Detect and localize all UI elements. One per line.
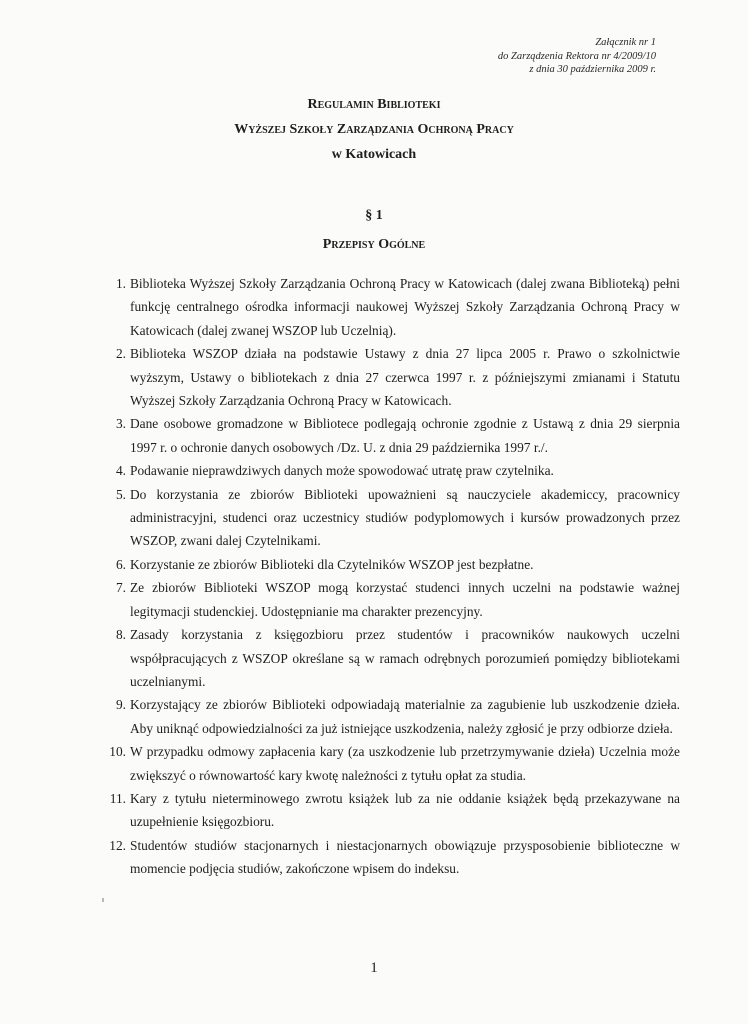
title-line: w Katowicach (331, 147, 417, 162)
item-number: 3. (115, 416, 126, 432)
attachment-note-line: Załącznik nr 1 (595, 37, 656, 48)
list-item (106, 342, 680, 412)
item-number: 5. (115, 486, 126, 502)
list-item (106, 740, 680, 787)
list-item (106, 459, 680, 482)
item-number: 1. (115, 276, 126, 291)
item-number: 10. (109, 744, 126, 760)
item-number: 9. (115, 697, 126, 713)
title-line: Regulamin Biblioteki (307, 97, 441, 112)
item-number: 11. (109, 790, 126, 806)
item-text: Biblioteka Wyższej Szkoły Zarządzania Ochroną Pracy w Katowicach (dalej zwana Biblioteką) pełni funkcję centralnego ośrodka informacji naukowej Wyższej Szkoły Zarządzania Ochroną Pracy w Katowicach (dalej zwanej WSZOP lub Uczelnią). (130, 276, 680, 338)
list-item (106, 576, 680, 623)
rules-list (106, 272, 680, 881)
item-text: Do korzystania ze zbiorów Biblioteki upoważnieni są nauczyciele akademiccy, pracownicy administracyjni, studenci oraz uczestnicy studiów podyplomowych i kursów prowadzonych przez WSZOP, zwani dalej Czytelnikami. (130, 486, 680, 549)
item-number: 4. (115, 463, 126, 479)
list-item (106, 623, 680, 693)
page-number: 1 (370, 960, 378, 976)
list-item (106, 272, 680, 342)
item-text: Kary z tytułu nieterminowego zwrotu książek lub za nie oddanie książek będą przekazywane na uzupełnienie księgozbioru. (130, 790, 680, 830)
item-number: 2. (115, 346, 126, 362)
list-item (106, 553, 680, 576)
item-number: 12. (109, 837, 126, 853)
section-heading: Przepisy Ogólne (322, 237, 426, 252)
section-header (0, 206, 748, 254)
list-item (106, 834, 680, 881)
section-number: § 1 (365, 208, 383, 223)
scan-speck (102, 898, 104, 902)
list-item (106, 693, 680, 740)
document-title (0, 92, 748, 167)
item-text: Zasady korzystania z księgozbioru przez studentów i pracowników naukowych uczelni współpracujących z WSZOP określane są w ramach odrębnych porozumień pomiędzy bibliotekami uczelnianymi. (130, 627, 680, 689)
item-text: Korzystanie ze zbiorów Biblioteki dla Czytelników WSZOP jest bezpłatne. (130, 556, 534, 572)
item-text: Studentów studiów stacjonarnych i niestacjonarnych obowiązuje przysposobienie biblioteczne w momencie podjęcia studiów, zakończone wpisem do indeksu. (130, 837, 680, 877)
title-line: Wyższej Szkoły Zarządzania Ochroną Pracy (234, 122, 514, 137)
item-number: 8. (115, 627, 126, 643)
item-number: 7. (115, 580, 126, 596)
item-text: Ze zbiorów Biblioteki WSZOP mogą korzystać studenci innych uczelni na podstawie ważnej legitymacji studenckiej. Udostępnianie ma charakter prezencyjny. (130, 580, 680, 619)
item-text: W przypadku odmowy zapłacenia kary (za uszkodzenie lub przetrzymywanie dzieła) Uczelnia może zwiększyć o równowartość kary kwotę należności z tytułu opłat za studia. (130, 744, 680, 783)
item-number: 6. (115, 556, 126, 572)
item-text: Biblioteka WSZOP działa na podstawie Ustawy z dnia 27 lipca 2005 r. Prawo o szkolnictwie wyższym, Ustawy o bibliotekach z dnia 27 czerwca 1997 r. z późniejszymi zmianami i Statutu Wyższej Szkoły Zarządzania Ochroną Pracy w Katowicach. (130, 346, 680, 409)
list-item (106, 483, 680, 553)
item-text: Korzystający ze zbiorów Biblioteki odpowiadają materialnie za zagubienie lub uszkodzenie dzieła. Aby uniknąć odpowiedzialności za już istniejące uszkodzenia, należy zgłosić je przy odbiorze dzieła. (130, 697, 680, 736)
attachment-note-line: z dnia 30 października 2009 r. (529, 64, 656, 75)
attachment-note-line: do Zarządzenia Rektora nr 4/2009/10 (497, 50, 656, 62)
list-item (106, 787, 680, 834)
list-item (106, 412, 680, 459)
attachment-note (498, 36, 656, 77)
item-text: Podawanie nieprawdziwych danych może spowodować utratę praw czytelnika. (130, 463, 554, 479)
item-text: Dane osobowe gromadzone w Bibliotece podlegają ochronie zgodnie z Ustawą z dnia 29 sierpnia 1997 r. o ochronie danych osobowych /Dz. U. z dnia 29 października 1997 r./. (130, 416, 680, 455)
